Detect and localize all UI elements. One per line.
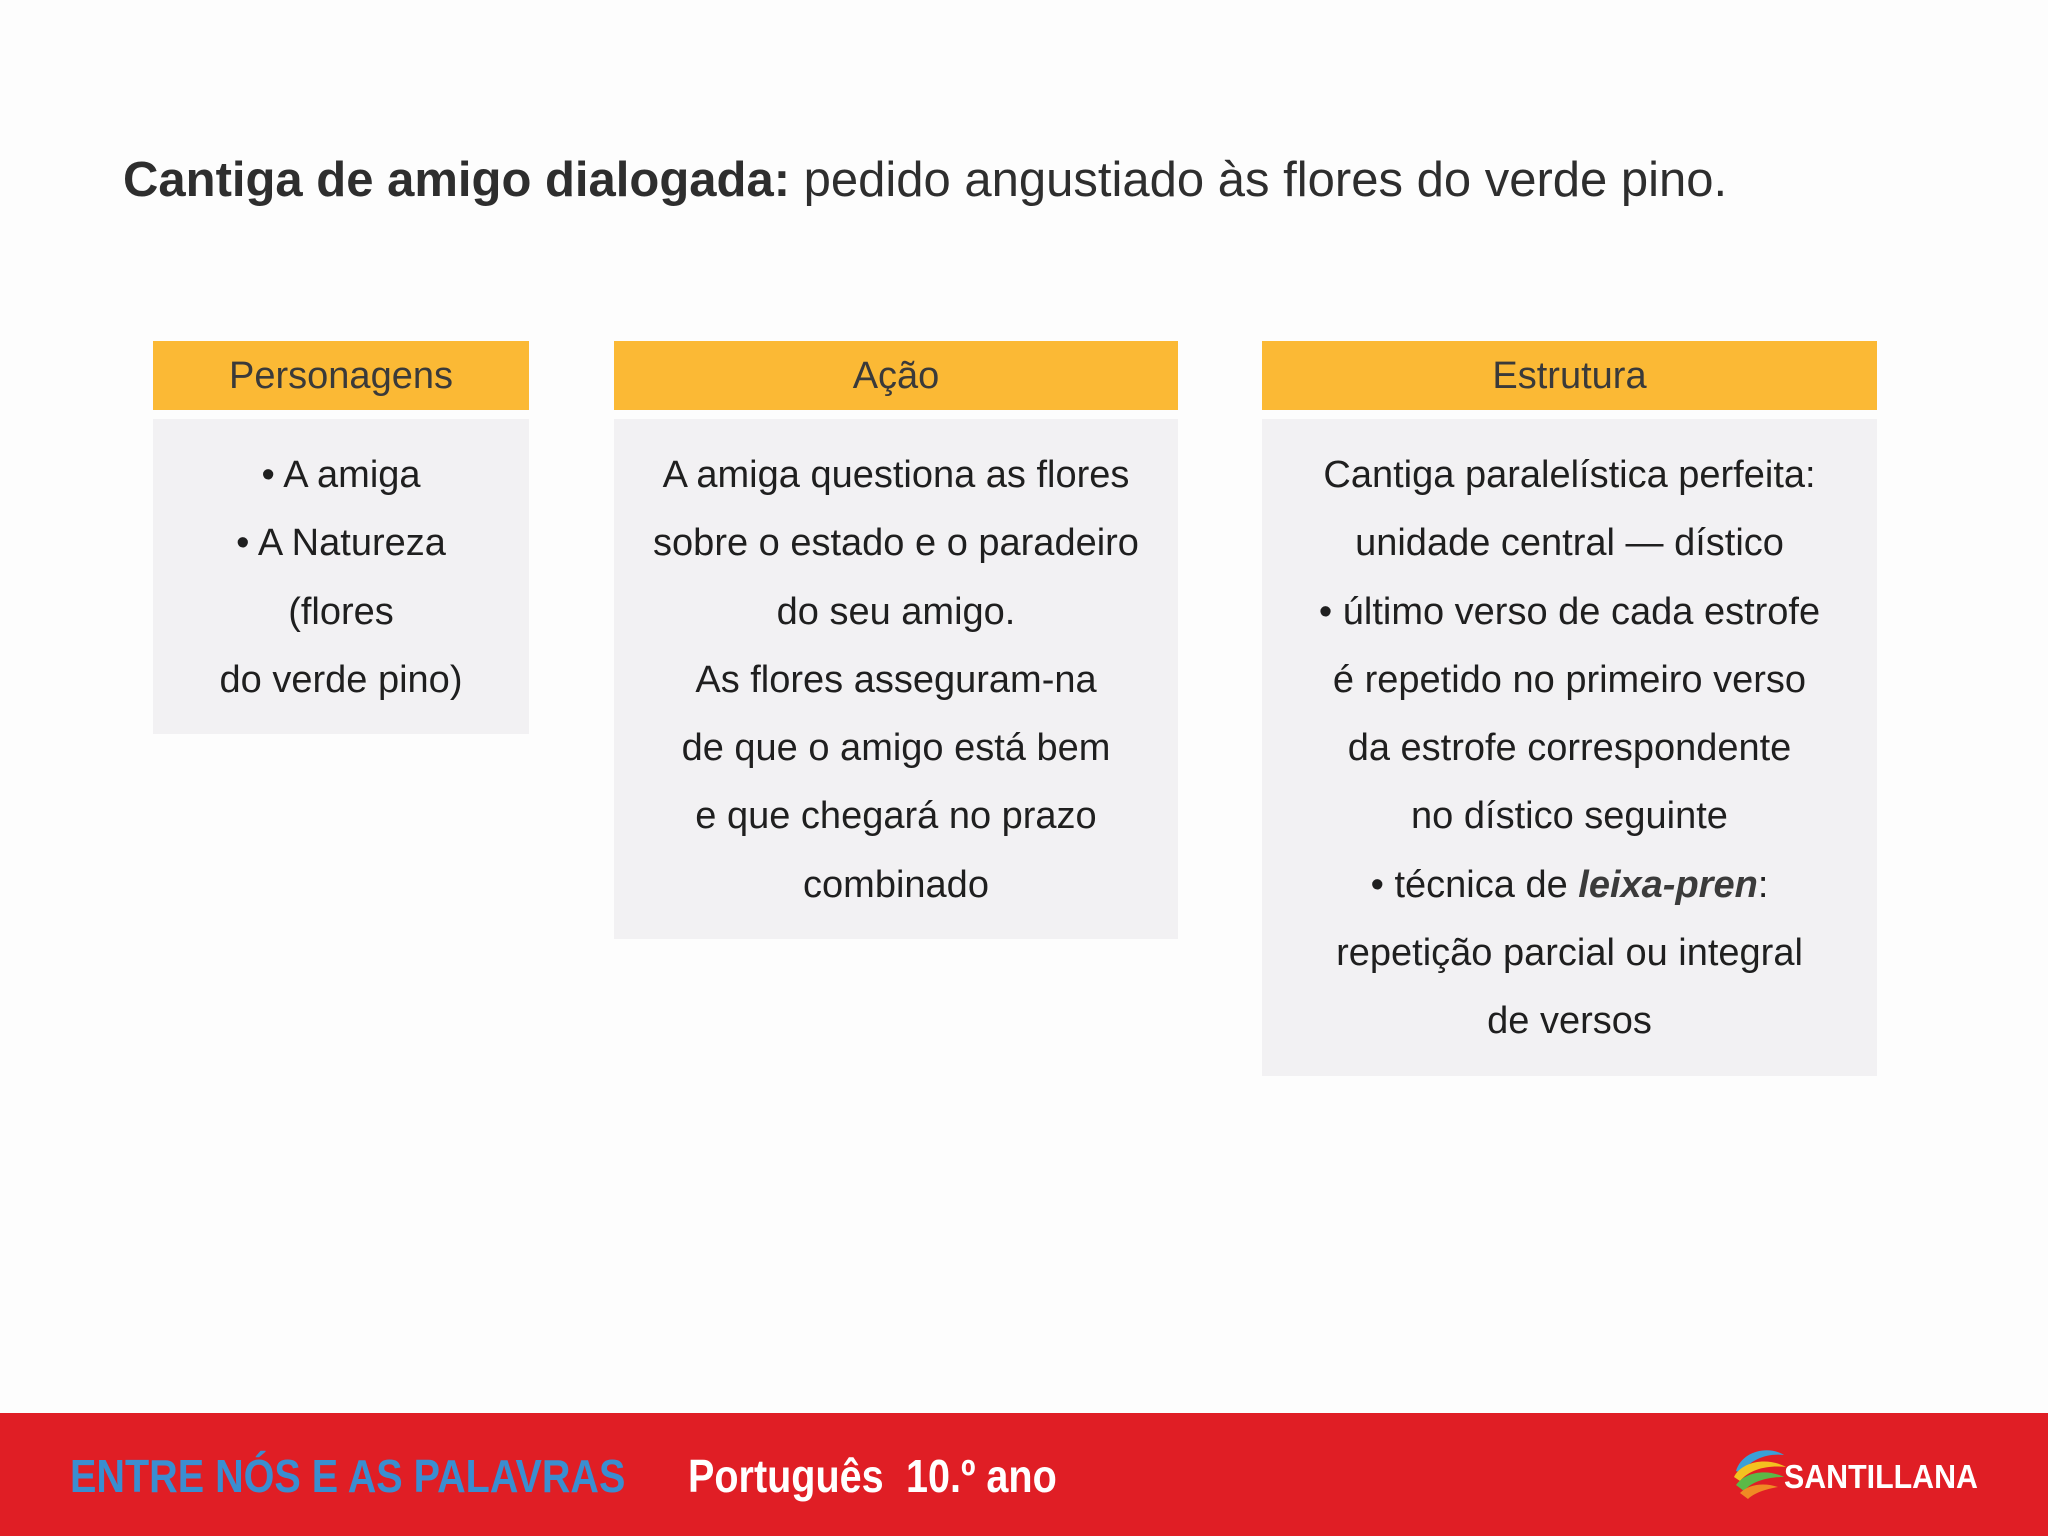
text-line: (flores <box>288 590 394 633</box>
leixa-pren-term: leixa-pren <box>1578 863 1758 906</box>
text-line: do verde pino) <box>219 658 463 701</box>
text-line: sobre o estado e o paradeiro <box>653 522 1139 565</box>
text-line: • último verso de cada estrofe <box>1318 590 1821 633</box>
column-acao <box>614 341 1178 939</box>
grade-label: 10.º ano <box>905 1450 1057 1502</box>
text-line: da estrofe correspondente <box>1347 727 1792 770</box>
text-line: no dístico seguinte <box>1411 795 1728 838</box>
text-line: As flores asseguram-na <box>695 658 1097 701</box>
slide-title-bold: Cantiga de amigo dialogada: <box>123 153 791 207</box>
slide-title-rest: pedido angustiado às flores do verde pino. <box>790 153 1728 207</box>
text-line: repetição parcial ou integral <box>1336 932 1803 975</box>
column-header-acao: Ação <box>614 341 1178 410</box>
footer-bar <box>0 1413 2048 1536</box>
santillana-logo <box>1728 1437 1988 1507</box>
text-line: de que o amigo está bem <box>681 727 1111 770</box>
subject-label <box>688 1449 1057 1503</box>
text-line-tecnica <box>1276 851 1863 919</box>
tecnica-suffix: : <box>1757 863 1769 906</box>
column-estrutura <box>1262 341 1877 1076</box>
text-line: de versos <box>1487 1000 1652 1043</box>
text-line: • A amiga <box>261 454 421 496</box>
series-title: ENTRE NÓS E AS PALAVRAS <box>70 1450 626 1502</box>
brand-name: SANTILLANA <box>1784 1458 1978 1495</box>
column-header-estrutura: Estrutura <box>1262 341 1877 410</box>
column-body-personagens <box>153 419 529 734</box>
text-line: unidade central — dístico <box>1355 522 1784 565</box>
column-body-acao <box>614 419 1178 939</box>
subject-name: Português <box>688 1450 884 1502</box>
text-line: e que chegará no prazo <box>695 795 1097 838</box>
text-line: é repetido no primeiro verso <box>1332 658 1807 701</box>
text-line: do seu amigo. <box>776 590 1016 633</box>
text-line: combinado <box>803 863 989 906</box>
column-personagens <box>153 341 529 734</box>
santillana-swirl-icon <box>1728 1441 1790 1503</box>
tecnica-prefix: • técnica de <box>1370 863 1579 906</box>
text-line: Cantiga paralelística perfeita: <box>1323 454 1816 496</box>
text-line: A amiga questiona as flores <box>662 454 1130 496</box>
column-body-estrutura <box>1262 419 1877 1076</box>
column-header-personagens: Personagens <box>153 341 529 410</box>
text-line: • A Natureza <box>236 522 446 565</box>
slide-title <box>123 148 1727 212</box>
